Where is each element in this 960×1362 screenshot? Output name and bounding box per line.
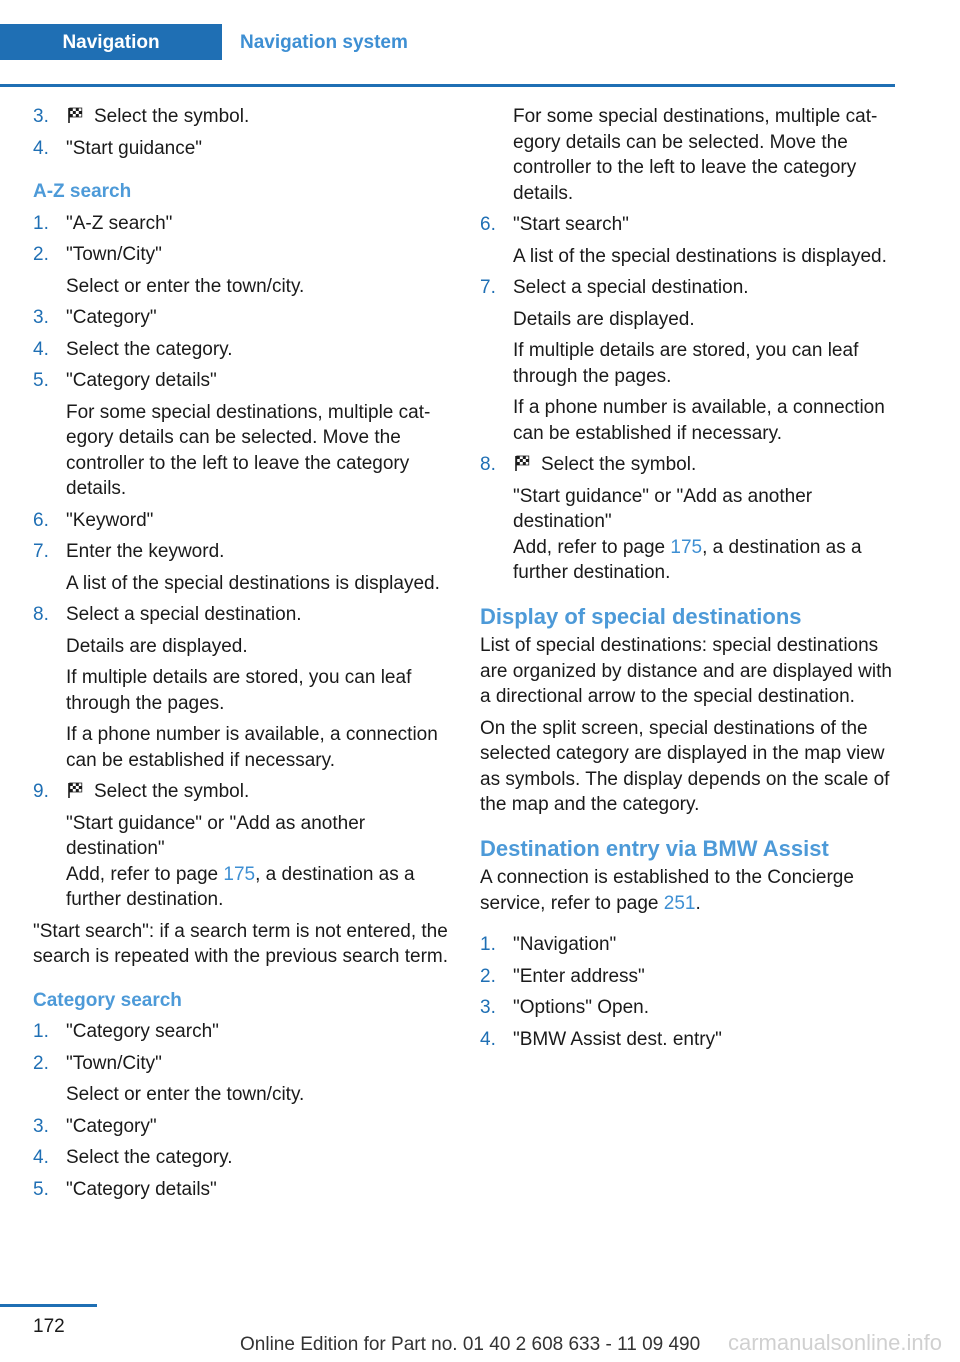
step-number: 7. — [480, 277, 496, 298]
page-link[interactable]: 251 — [663, 892, 696, 914]
header-divider — [0, 84, 895, 87]
category-search-steps — [33, 1019, 451, 1202]
left-column — [33, 104, 451, 1208]
step-number: 3. — [33, 1115, 49, 1137]
step-text: Select the symbol. — [66, 104, 451, 130]
step-number: 2. — [33, 1052, 49, 1074]
list-item — [33, 602, 451, 773]
step-text: "Keyword" — [66, 509, 154, 531]
list-item — [33, 1019, 451, 1045]
step-number: 8. — [480, 454, 496, 475]
step-number: 4. — [480, 1028, 496, 1050]
step-number: 4. — [33, 338, 49, 360]
list-item — [33, 862, 451, 913]
step-text: "Category" — [66, 1115, 157, 1137]
list-item — [480, 104, 898, 206]
destination-flag-icon — [66, 106, 84, 124]
step-number: 3. — [33, 307, 49, 328]
watermark: carmanualsonline.info — [727, 1330, 942, 1355]
page-link[interactable]: 175 — [223, 863, 256, 885]
display-paragraph-1: List of special destinations: special destinations are organized by distance and are displayed with a directional arrow to the special destination. — [480, 635, 892, 707]
list-item — [33, 337, 451, 363]
list-item — [33, 1051, 451, 1108]
bmw-assist-steps — [480, 932, 898, 1052]
step-text: "Category search" — [66, 1021, 219, 1042]
step-text: If multiple details are stored, you can leaf through the pages. — [513, 340, 859, 387]
step-text: Select a special destination. — [513, 277, 749, 298]
step-text: If a phone number is available, a connection can be established if necessary. — [66, 724, 438, 771]
list-item — [480, 535, 898, 586]
step-list-top — [33, 104, 451, 161]
right-step-list — [480, 212, 898, 535]
step-text: "A-Z search" — [66, 212, 173, 234]
step-text: A list of the special destinations is displayed. — [66, 572, 440, 594]
step-text: "Category details" — [66, 370, 217, 391]
step-text: "Options" Open. — [513, 997, 650, 1018]
step-number: 4. — [33, 137, 49, 159]
step-text: "Start guidance" or "Add as another destination" — [66, 812, 366, 859]
step-number: 3. — [33, 106, 49, 127]
step-text: "Start guidance" or "Add as another destination" — [513, 485, 813, 532]
list-item — [33, 305, 451, 331]
step-text: "Category" — [66, 307, 157, 328]
step-number: 7. — [33, 541, 49, 562]
step-text: "Category details" — [66, 1178, 217, 1200]
list-item — [33, 1177, 451, 1203]
az-search-steps — [33, 211, 451, 862]
list-item — [480, 995, 898, 1021]
step-text: "Enter address" — [513, 965, 645, 987]
step-text: Enter the keyword. — [66, 541, 225, 562]
step-number: 2. — [33, 244, 49, 265]
list-item — [480, 275, 898, 446]
chapter-tab[interactable]: Navigation — [0, 24, 222, 60]
list-item — [480, 932, 898, 958]
list-item — [33, 1114, 451, 1140]
destination-flag-icon — [66, 781, 84, 799]
step-text: "Town/City" — [66, 244, 162, 265]
list-item — [33, 368, 451, 502]
display-paragraph-2: On the split screen, special destinations of the selected category are displayed in the map view as symbols. The display depends on the scale of the map and the category. — [480, 717, 890, 815]
page-number: 172 — [33, 1316, 65, 1337]
category-search-heading: Category search — [33, 989, 182, 1011]
list-item — [33, 211, 451, 237]
online-edition-note: Online Edition for Part no. 01 40 2 608 633 - 11 09 490 — [240, 1334, 701, 1355]
step-text: "Navigation" — [513, 934, 617, 955]
step-text: "Town/City" — [66, 1052, 162, 1074]
step-number: 9. — [33, 781, 49, 802]
az-search-heading: A-Z search — [33, 181, 132, 202]
page-link[interactable]: 175 — [670, 536, 703, 558]
step-text: Select or enter the town/city. — [66, 1084, 305, 1105]
step-number: 5. — [33, 370, 49, 391]
step-text: Select the category. — [66, 338, 233, 360]
destination-flag-icon — [513, 454, 531, 472]
az-add-destination-text: Add, refer to page 175, a destination as a further destination. — [66, 863, 415, 910]
step-text: For some special destinations, multiple category details can be selected. Move the controller to the left to leave the category details. — [66, 401, 431, 499]
list-item — [480, 964, 898, 990]
list-item — [480, 1027, 898, 1053]
step-number: 1. — [33, 212, 49, 234]
footer-divider — [0, 1304, 97, 1307]
step-text: Select or enter the town/city. — [66, 275, 305, 297]
category-details-continuation: For some special destinations, multiple category details can be selected. Move the controller to the left to leave the category details. — [513, 106, 878, 204]
step-text: If a phone number is available, a connection can be established if necessary. — [513, 397, 885, 444]
display-heading: Display of special destinations — [480, 603, 802, 629]
step-number: 3. — [480, 997, 496, 1018]
list-item — [33, 1145, 451, 1171]
step-number: 5. — [33, 1178, 49, 1200]
step-number: 6. — [33, 509, 49, 531]
list-item — [33, 508, 451, 534]
step-number: 4. — [33, 1147, 49, 1168]
step-text: A list of the special destinations is displayed. — [513, 245, 887, 267]
list-item — [33, 104, 451, 130]
step-text: Select the symbol. — [66, 779, 451, 805]
bmw-assist-heading: Destination entry via BMW Assist — [480, 835, 829, 861]
right-column — [480, 104, 898, 1058]
step-number: 8. — [33, 604, 49, 625]
step-text: Select the category. — [66, 1147, 233, 1168]
page-header — [0, 24, 895, 62]
step-text: Select a special destination. — [66, 604, 302, 625]
list-item — [33, 779, 451, 862]
step-text: If multiple details are stored, you can leaf through the pages. — [66, 667, 412, 714]
step-text: "BMW Assist dest. entry" — [513, 1028, 722, 1050]
list-item — [480, 452, 898, 535]
list-item — [33, 242, 451, 299]
add-destination-text: Add, refer to page 175, a destination as a further destination. — [513, 536, 862, 583]
step-number: 6. — [480, 214, 496, 235]
list-item — [480, 212, 898, 269]
step-text: Details are displayed. — [513, 308, 695, 330]
step-text: "Start guidance" — [66, 137, 203, 159]
step-number: 2. — [480, 965, 496, 987]
list-item — [33, 136, 451, 162]
bmw-assist-paragraph: A connection is established to the Concierge service, refer to page 251. — [480, 867, 854, 914]
step-text: Select the symbol. — [513, 452, 898, 478]
step-number: 1. — [33, 1021, 49, 1042]
step-text: "Start search" — [513, 214, 629, 235]
step-number: 1. — [480, 934, 496, 955]
start-search-note: "Start search": if a search term is not entered, the search is repeated with the previous search term. — [33, 920, 449, 967]
section-tab[interactable]: Navigation system — [240, 32, 408, 53]
list-item — [33, 539, 451, 596]
step-text: Details are displayed. — [66, 635, 248, 657]
